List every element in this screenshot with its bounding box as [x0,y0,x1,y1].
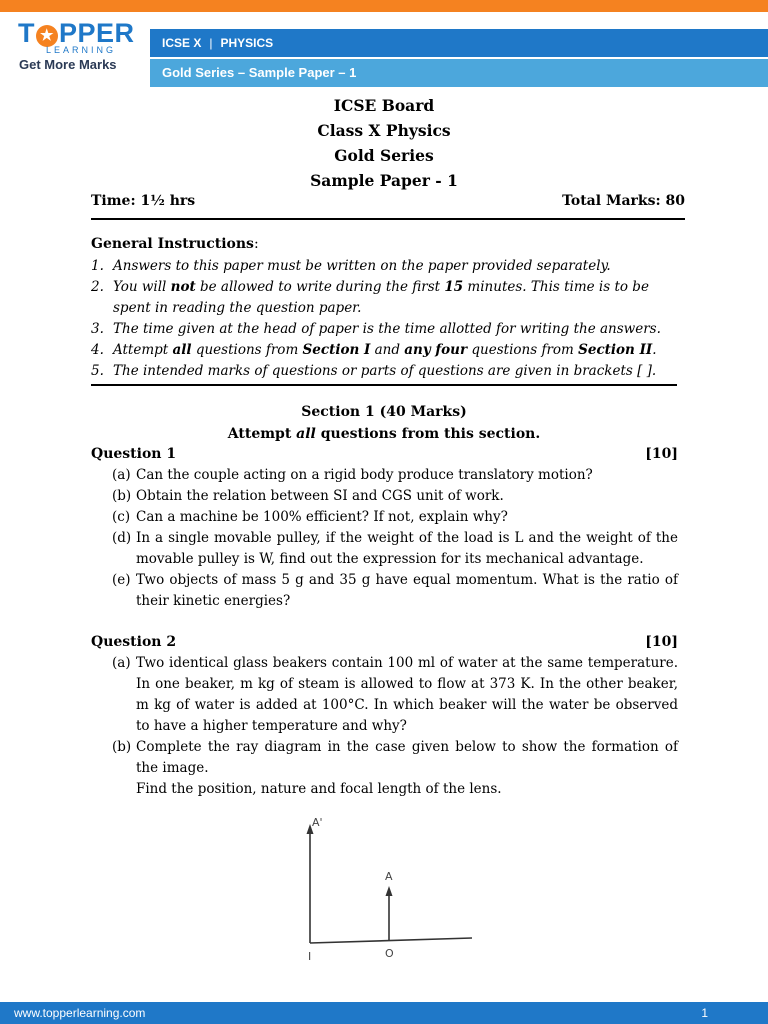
instruction-item: 2. You will not be allowed to write during the first 15 minutes. This time is to be spent in reading the question paper. [91,279,649,316]
question-part: (b) Obtain the relation between SI and CGS unit of work. [112,488,504,504]
question-part: (c) Can a machine be 100% efficient? If not, explain why? [112,509,508,525]
principal-axis [310,938,472,943]
class-label: ICSE X [162,36,202,50]
total-marks: Total Marks: 80 [562,193,685,209]
instructions-heading: General Instructions: [91,236,259,252]
title-paper: Sample Paper - 1 [310,171,458,190]
footer-url-link[interactable]: www.topperlearning.com [14,1006,146,1020]
divider-instructions [91,384,677,386]
label-o: O [385,947,394,960]
object-arrowhead [386,886,393,896]
topper-logo[interactable] [18,18,138,78]
question-1-heading: Question 1 [10] [91,446,678,462]
instruction-item: 5. The intended marks of questions or parts of questions are given in brackets [ ]. [91,363,657,379]
time-allowed: Time: 1½ hrs [91,193,196,209]
logo-subtext: LEARNING [46,45,117,55]
logo-wordmark: T ★ PPER [18,18,135,48]
question-part: (a) Two identical glass beakers contain 100 ml of water at the same temperature. In one beaker, m kg of steam is allowed to flow at 373 K. In the other beaker, m kg of water is added at 100°C. In which beaker will the water be observed to have a higher temperature and why? [112,655,678,734]
top-accent-bar [0,0,768,12]
instruction-item: 4. Attempt all questions from Section I and any four questions from Section II. [91,342,657,358]
question-2-heading: Question 2 [10] [91,634,678,650]
label-i: I [308,950,312,963]
section-title: Section 1 (40 Marks) [301,404,467,420]
header-separator: | [209,36,213,50]
question-2-marks: [10] [645,634,678,650]
page-footer [0,1002,768,1024]
question-part: (b) Complete the ray diagram in the case given below to show the formation of the image. [112,739,678,776]
question-part: (a) Can the couple acting on a rigid body produce translatory motion? [112,467,593,483]
divider-top [91,218,685,220]
label-a: A [385,870,393,883]
question-1-marks: [10] [645,446,678,462]
question-2-parts [112,653,678,800]
label-a-prime: A' [312,816,323,829]
title-board: ICSE Board [333,96,435,115]
logo-tagline: Get More Marks [19,57,117,72]
section-attempt-note: Attempt all questions from this section. [227,426,541,442]
instruction-item: 1. Answers to this paper must be written on the paper provided separately. [91,258,611,274]
series-band: Gold Series – Sample Paper – 1 [150,59,768,87]
ray-diagram [300,812,480,967]
question-part: (d) In a single movable pulley, if the weight of the load is L and the weight of the movable pulley is W, find out the expression for its mechanical advantage. [112,530,678,567]
question-part: (e) Two objects of mass 5 g and 35 g have equal momentum. What is the ratio of their kinetic energies? [112,572,678,609]
question-1-parts [112,465,678,612]
instructions-list [91,256,681,382]
page-number: 1 [701,1006,708,1020]
subject-label: PHYSICS [220,36,274,50]
exam-meta [91,193,685,213]
subject-band [150,29,768,57]
title-class: Class X Physics [317,121,451,140]
star-icon: ★ [36,25,58,47]
page-header [0,12,768,78]
instruction-item: 3. The time given at the head of paper is the time allotted for writing the answers. [91,321,661,337]
title-series: Gold Series [334,146,434,165]
question-part-note: Find the position, nature and focal length of the lens. [136,781,502,797]
